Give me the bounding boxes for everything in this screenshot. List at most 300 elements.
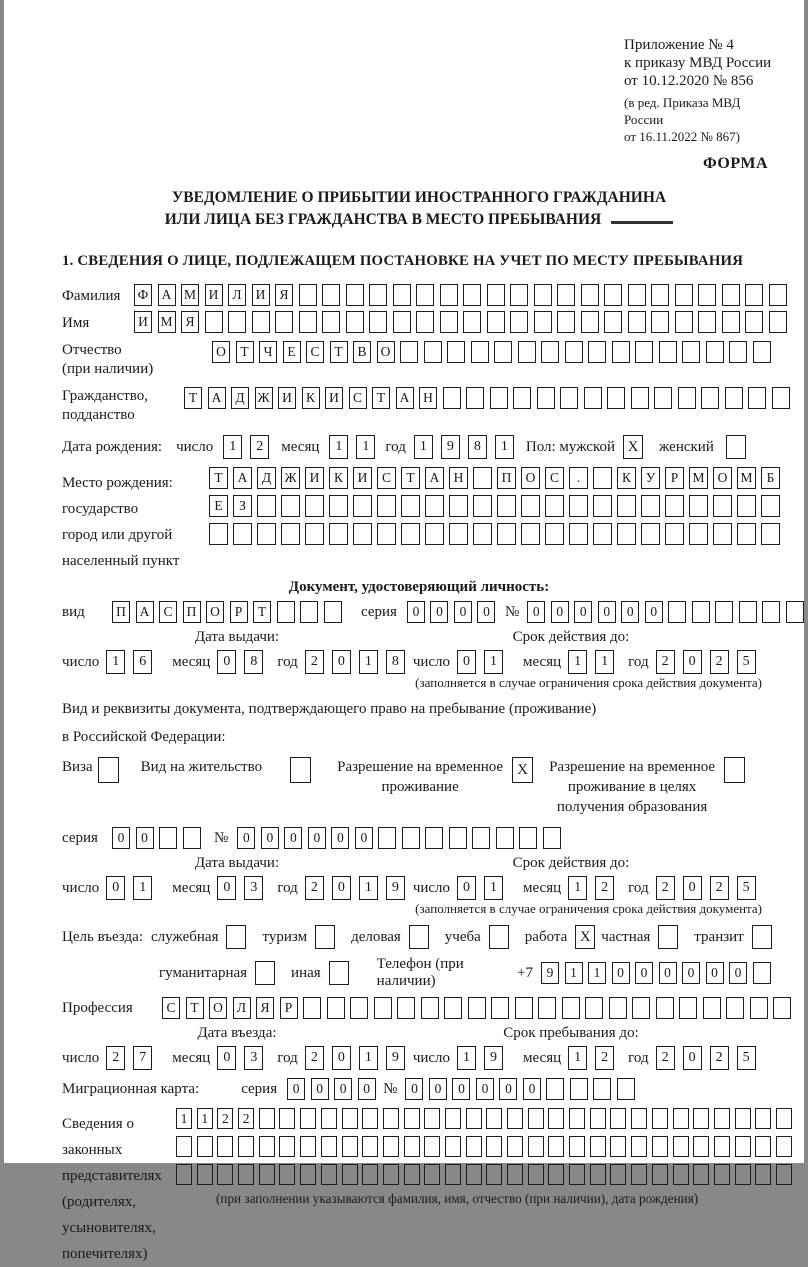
char-box[interactable] — [473, 467, 492, 489]
char-box[interactable] — [510, 311, 528, 333]
char-box[interactable] — [393, 311, 411, 333]
char-box[interactable] — [346, 311, 364, 333]
char-box[interactable]: 0 — [457, 650, 476, 674]
char-box[interactable]: 0 — [217, 1046, 236, 1070]
char-box[interactable]: И — [134, 311, 152, 333]
char-box[interactable] — [612, 341, 630, 363]
char-box[interactable]: Ж — [255, 387, 273, 409]
char-box[interactable] — [762, 601, 780, 623]
char-box[interactable] — [322, 311, 340, 333]
char-box[interactable] — [545, 495, 564, 517]
char-box[interactable]: 9 — [386, 1046, 405, 1070]
char-box[interactable] — [445, 1164, 461, 1185]
char-box[interactable]: 2 — [656, 650, 675, 674]
char-box[interactable]: И — [278, 387, 296, 409]
char-box[interactable] — [440, 311, 458, 333]
purpose-work-checkbox[interactable]: X — [575, 925, 595, 949]
char-box[interactable] — [652, 1108, 668, 1129]
char-box[interactable] — [321, 1136, 337, 1157]
char-box[interactable] — [546, 1078, 564, 1100]
char-box[interactable]: 2 — [656, 876, 675, 900]
char-box[interactable] — [425, 495, 444, 517]
char-box[interactable] — [617, 495, 636, 517]
char-box[interactable] — [440, 284, 458, 306]
char-box[interactable]: 0 — [284, 827, 302, 849]
char-box[interactable]: 9 — [441, 435, 460, 459]
char-box[interactable]: Т — [401, 467, 420, 489]
char-box[interactable]: 1 — [484, 876, 503, 900]
char-box[interactable]: 1 — [568, 1046, 587, 1070]
char-box[interactable] — [518, 341, 536, 363]
char-box[interactable] — [449, 523, 468, 545]
char-box[interactable] — [745, 311, 763, 333]
char-box[interactable] — [404, 1136, 420, 1157]
char-box[interactable]: 0 — [706, 962, 724, 984]
char-box[interactable]: 0 — [476, 1078, 494, 1100]
char-box[interactable] — [449, 827, 467, 849]
char-box[interactable] — [772, 387, 790, 409]
char-box[interactable] — [548, 1136, 564, 1157]
char-box[interactable]: 0 — [217, 650, 236, 674]
char-box[interactable]: А — [425, 467, 444, 489]
char-box[interactable] — [654, 387, 672, 409]
char-box[interactable] — [496, 827, 514, 849]
char-box[interactable]: А — [208, 387, 226, 409]
char-box[interactable]: 0 — [454, 601, 472, 623]
char-box[interactable] — [473, 495, 492, 517]
char-box[interactable]: О — [377, 341, 395, 363]
char-box[interactable] — [519, 827, 537, 849]
char-box[interactable]: 1 — [457, 1046, 476, 1070]
char-box[interactable] — [604, 311, 622, 333]
char-box[interactable] — [673, 1108, 689, 1129]
char-box[interactable]: М — [689, 467, 708, 489]
char-box[interactable]: А — [136, 601, 154, 623]
char-box[interactable] — [228, 311, 246, 333]
char-box[interactable]: 0 — [551, 601, 569, 623]
char-box[interactable]: 0 — [683, 1046, 702, 1070]
char-box[interactable] — [238, 1136, 254, 1157]
char-box[interactable] — [159, 827, 177, 849]
char-box[interactable] — [776, 1136, 792, 1157]
char-box[interactable]: О — [521, 467, 540, 489]
char-box[interactable] — [675, 311, 693, 333]
char-box[interactable] — [737, 495, 756, 517]
char-box[interactable] — [675, 284, 693, 306]
char-box[interactable] — [321, 1108, 337, 1129]
char-box[interactable] — [656, 997, 674, 1019]
char-box[interactable]: 1 — [568, 876, 587, 900]
char-box[interactable]: Д — [257, 467, 276, 489]
char-box[interactable] — [748, 387, 766, 409]
char-box[interactable] — [233, 523, 252, 545]
char-box[interactable] — [739, 601, 757, 623]
char-box[interactable] — [628, 311, 646, 333]
char-box[interactable]: С — [377, 467, 396, 489]
char-box[interactable] — [560, 387, 578, 409]
char-box[interactable] — [569, 1108, 585, 1129]
char-box[interactable] — [562, 997, 580, 1019]
char-box[interactable] — [494, 341, 512, 363]
char-box[interactable]: 1 — [329, 435, 348, 459]
char-box[interactable]: 0 — [429, 1078, 447, 1100]
char-box[interactable]: 0 — [217, 876, 236, 900]
temp-residence-checkbox[interactable]: X — [512, 757, 533, 783]
char-box[interactable] — [383, 1164, 399, 1185]
char-box[interactable] — [581, 284, 599, 306]
char-box[interactable] — [329, 523, 348, 545]
char-box[interactable]: 2 — [710, 1046, 729, 1070]
char-box[interactable] — [565, 341, 583, 363]
char-box[interactable] — [329, 495, 348, 517]
char-box[interactable]: О — [713, 467, 732, 489]
char-box[interactable] — [534, 311, 552, 333]
char-box[interactable]: Т — [253, 601, 271, 623]
char-box[interactable]: П — [183, 601, 201, 623]
char-box[interactable]: 7 — [133, 1046, 152, 1070]
char-box[interactable] — [548, 1108, 564, 1129]
char-box[interactable] — [393, 284, 411, 306]
char-box[interactable] — [444, 997, 462, 1019]
char-box[interactable] — [713, 523, 732, 545]
visa-checkbox[interactable] — [98, 757, 119, 783]
char-box[interactable] — [722, 284, 740, 306]
char-box[interactable]: Т — [186, 997, 204, 1019]
char-box[interactable]: У — [641, 467, 660, 489]
char-box[interactable] — [466, 1136, 482, 1157]
char-box[interactable] — [401, 495, 420, 517]
char-box[interactable] — [668, 601, 686, 623]
char-box[interactable] — [537, 387, 555, 409]
char-box[interactable]: Р — [665, 467, 684, 489]
char-box[interactable]: 0 — [457, 876, 476, 900]
char-box[interactable] — [362, 1136, 378, 1157]
char-box[interactable]: 2 — [217, 1108, 233, 1129]
char-box[interactable]: 0 — [499, 1078, 517, 1100]
char-box[interactable] — [569, 1164, 585, 1185]
char-box[interactable] — [507, 1108, 523, 1129]
char-box[interactable] — [761, 523, 780, 545]
char-box[interactable]: 1 — [223, 435, 242, 459]
char-box[interactable] — [303, 997, 321, 1019]
char-box[interactable] — [369, 311, 387, 333]
char-box[interactable] — [521, 523, 540, 545]
char-box[interactable]: 3 — [244, 876, 263, 900]
char-box[interactable]: 0 — [331, 827, 349, 849]
char-box[interactable] — [528, 1136, 544, 1157]
char-box[interactable]: 0 — [332, 876, 351, 900]
char-box[interactable] — [277, 601, 295, 623]
char-box[interactable] — [259, 1108, 275, 1129]
char-box[interactable]: 9 — [484, 1046, 503, 1070]
char-box[interactable] — [543, 827, 561, 849]
char-box[interactable]: 2 — [710, 876, 729, 900]
char-box[interactable]: . — [569, 467, 588, 489]
char-box[interactable]: А — [158, 284, 176, 306]
char-box[interactable]: Л — [233, 997, 251, 1019]
char-box[interactable]: 2 — [238, 1108, 254, 1129]
char-box[interactable] — [607, 387, 625, 409]
char-box[interactable]: П — [112, 601, 130, 623]
char-box[interactable]: 0 — [452, 1078, 470, 1100]
char-box[interactable] — [176, 1164, 192, 1185]
char-box[interactable] — [651, 284, 669, 306]
char-box[interactable] — [652, 1136, 668, 1157]
char-box[interactable] — [424, 1136, 440, 1157]
char-box[interactable] — [510, 284, 528, 306]
char-box[interactable] — [581, 311, 599, 333]
char-box[interactable] — [300, 1136, 316, 1157]
char-box[interactable] — [424, 1164, 440, 1185]
char-box[interactable]: Т — [330, 341, 348, 363]
char-box[interactable] — [507, 1136, 523, 1157]
char-box[interactable] — [463, 284, 481, 306]
char-box[interactable] — [641, 495, 660, 517]
char-box[interactable] — [593, 495, 612, 517]
char-box[interactable]: 0 — [430, 601, 448, 623]
char-box[interactable] — [425, 523, 444, 545]
char-box[interactable] — [205, 311, 223, 333]
char-box[interactable] — [324, 601, 342, 623]
char-box[interactable]: С — [162, 997, 180, 1019]
purpose-transit-checkbox[interactable] — [752, 925, 772, 949]
char-box[interactable] — [698, 284, 716, 306]
char-box[interactable] — [753, 962, 771, 984]
purpose-study-checkbox[interactable] — [489, 925, 509, 949]
char-box[interactable] — [755, 1164, 771, 1185]
char-box[interactable]: 1 — [595, 650, 614, 674]
char-box[interactable] — [353, 495, 372, 517]
char-box[interactable] — [197, 1136, 213, 1157]
char-box[interactable] — [593, 467, 612, 489]
char-box[interactable] — [342, 1164, 358, 1185]
char-box[interactable] — [609, 997, 627, 1019]
char-box[interactable] — [534, 284, 552, 306]
char-box[interactable] — [472, 827, 490, 849]
char-box[interactable]: К — [617, 467, 636, 489]
char-box[interactable] — [679, 997, 697, 1019]
char-box[interactable] — [209, 523, 228, 545]
char-box[interactable]: Н — [419, 387, 437, 409]
char-box[interactable] — [463, 311, 481, 333]
char-box[interactable] — [735, 1164, 751, 1185]
char-box[interactable] — [628, 284, 646, 306]
char-box[interactable] — [362, 1164, 378, 1185]
char-box[interactable] — [610, 1136, 626, 1157]
char-box[interactable] — [701, 387, 719, 409]
char-box[interactable] — [238, 1164, 254, 1185]
char-box[interactable] — [521, 495, 540, 517]
char-box[interactable] — [342, 1136, 358, 1157]
char-box[interactable] — [466, 387, 484, 409]
char-box[interactable]: Р — [280, 997, 298, 1019]
char-box[interactable]: 0 — [523, 1078, 541, 1100]
char-box[interactable] — [281, 495, 300, 517]
char-box[interactable] — [486, 1136, 502, 1157]
char-box[interactable]: 1 — [565, 962, 583, 984]
char-box[interactable]: Я — [275, 284, 293, 306]
char-box[interactable]: 1 — [359, 650, 378, 674]
char-box[interactable] — [750, 997, 768, 1019]
char-box[interactable] — [755, 1136, 771, 1157]
char-box[interactable] — [487, 284, 505, 306]
char-box[interactable] — [281, 523, 300, 545]
char-box[interactable] — [776, 1164, 792, 1185]
char-box[interactable]: 0 — [729, 962, 747, 984]
char-box[interactable]: 0 — [332, 1046, 351, 1070]
char-box[interactable]: 5 — [737, 876, 756, 900]
char-box[interactable]: 0 — [261, 827, 279, 849]
char-box[interactable] — [346, 284, 364, 306]
char-box[interactable] — [715, 601, 733, 623]
char-box[interactable] — [197, 1164, 213, 1185]
char-box[interactable]: 0 — [574, 601, 592, 623]
char-box[interactable] — [726, 997, 744, 1019]
char-box[interactable]: 1 — [356, 435, 375, 459]
char-box[interactable] — [729, 341, 747, 363]
char-box[interactable] — [706, 341, 724, 363]
char-box[interactable] — [404, 1108, 420, 1129]
char-box[interactable]: 8 — [468, 435, 487, 459]
char-box[interactable] — [665, 523, 684, 545]
char-box[interactable] — [275, 311, 293, 333]
char-box[interactable] — [689, 523, 708, 545]
char-box[interactable] — [507, 1164, 523, 1185]
char-box[interactable] — [378, 827, 396, 849]
char-box[interactable] — [585, 997, 603, 1019]
char-box[interactable] — [279, 1108, 295, 1129]
sex-male-checkbox[interactable]: X — [623, 435, 643, 459]
purpose-tourism-checkbox[interactable] — [315, 925, 335, 949]
char-box[interactable]: Ф — [134, 284, 152, 306]
char-box[interactable] — [714, 1164, 730, 1185]
char-box[interactable]: 0 — [405, 1078, 423, 1100]
char-box[interactable]: И — [252, 284, 270, 306]
char-box[interactable]: С — [349, 387, 367, 409]
char-box[interactable] — [692, 601, 710, 623]
char-box[interactable]: О — [206, 601, 224, 623]
char-box[interactable]: 0 — [358, 1078, 376, 1100]
char-box[interactable]: 1 — [414, 435, 433, 459]
char-box[interactable]: О — [209, 997, 227, 1019]
char-box[interactable]: 2 — [710, 650, 729, 674]
char-box[interactable]: 0 — [334, 1078, 352, 1100]
char-box[interactable]: 0 — [612, 962, 630, 984]
char-box[interactable] — [570, 1078, 588, 1100]
char-box[interactable]: 0 — [332, 650, 351, 674]
char-box[interactable] — [305, 523, 324, 545]
char-box[interactable] — [279, 1164, 295, 1185]
char-box[interactable] — [665, 495, 684, 517]
char-box[interactable] — [632, 997, 650, 1019]
purpose-other-checkbox[interactable] — [329, 961, 349, 985]
char-box[interactable] — [424, 341, 442, 363]
char-box[interactable]: 1 — [568, 650, 587, 674]
char-box[interactable] — [737, 523, 756, 545]
char-box[interactable] — [257, 495, 276, 517]
char-box[interactable] — [593, 523, 612, 545]
char-box[interactable] — [402, 827, 420, 849]
char-box[interactable] — [377, 495, 396, 517]
char-box[interactable]: 0 — [645, 601, 663, 623]
char-box[interactable] — [755, 1108, 771, 1129]
char-box[interactable]: 0 — [477, 601, 495, 623]
char-box[interactable] — [769, 284, 787, 306]
char-box[interactable]: К — [329, 467, 348, 489]
char-box[interactable] — [557, 284, 575, 306]
char-box[interactable] — [635, 341, 653, 363]
char-box[interactable]: 1 — [495, 435, 514, 459]
char-box[interactable]: А — [396, 387, 414, 409]
char-box[interactable] — [321, 1164, 337, 1185]
char-box[interactable]: С — [545, 467, 564, 489]
char-box[interactable] — [300, 1108, 316, 1129]
char-box[interactable] — [659, 341, 677, 363]
char-box[interactable]: 0 — [355, 827, 373, 849]
char-box[interactable] — [257, 523, 276, 545]
char-box[interactable]: 2 — [106, 1046, 125, 1070]
char-box[interactable]: 5 — [737, 1046, 756, 1070]
char-box[interactable] — [183, 827, 201, 849]
char-box[interactable] — [610, 1164, 626, 1185]
char-box[interactable]: С — [159, 601, 177, 623]
char-box[interactable]: 0 — [106, 876, 125, 900]
char-box[interactable] — [714, 1136, 730, 1157]
char-box[interactable] — [443, 387, 461, 409]
char-box[interactable] — [548, 1164, 564, 1185]
char-box[interactable]: 0 — [682, 962, 700, 984]
char-box[interactable] — [631, 1164, 647, 1185]
char-box[interactable] — [487, 311, 505, 333]
char-box[interactable] — [279, 1136, 295, 1157]
char-box[interactable] — [693, 1108, 709, 1129]
char-box[interactable] — [590, 1108, 606, 1129]
char-box[interactable]: Д — [231, 387, 249, 409]
char-box[interactable]: С — [306, 341, 324, 363]
char-box[interactable] — [383, 1136, 399, 1157]
char-box[interactable] — [401, 523, 420, 545]
char-box[interactable] — [416, 284, 434, 306]
char-box[interactable]: 2 — [305, 876, 324, 900]
char-box[interactable]: 0 — [683, 876, 702, 900]
char-box[interactable] — [761, 495, 780, 517]
char-box[interactable] — [773, 997, 791, 1019]
char-box[interactable]: И — [305, 467, 324, 489]
char-box[interactable]: 1 — [176, 1108, 192, 1129]
char-box[interactable] — [769, 311, 787, 333]
char-box[interactable]: 1 — [197, 1108, 213, 1129]
char-box[interactable] — [735, 1136, 751, 1157]
char-box[interactable] — [421, 997, 439, 1019]
char-box[interactable]: 1 — [133, 876, 152, 900]
char-box[interactable] — [513, 387, 531, 409]
char-box[interactable] — [776, 1108, 792, 1129]
char-box[interactable] — [617, 523, 636, 545]
char-box[interactable] — [473, 523, 492, 545]
char-box[interactable]: Б — [761, 467, 780, 489]
char-box[interactable] — [569, 523, 588, 545]
char-box[interactable] — [631, 1136, 647, 1157]
char-box[interactable] — [631, 387, 649, 409]
char-box[interactable] — [362, 1108, 378, 1129]
char-box[interactable]: И — [325, 387, 343, 409]
char-box[interactable]: 0 — [308, 827, 326, 849]
char-box[interactable] — [722, 311, 740, 333]
char-box[interactable] — [651, 311, 669, 333]
purpose-business-checkbox[interactable] — [226, 925, 246, 949]
char-box[interactable]: 0 — [598, 601, 616, 623]
char-box[interactable]: 1 — [359, 876, 378, 900]
